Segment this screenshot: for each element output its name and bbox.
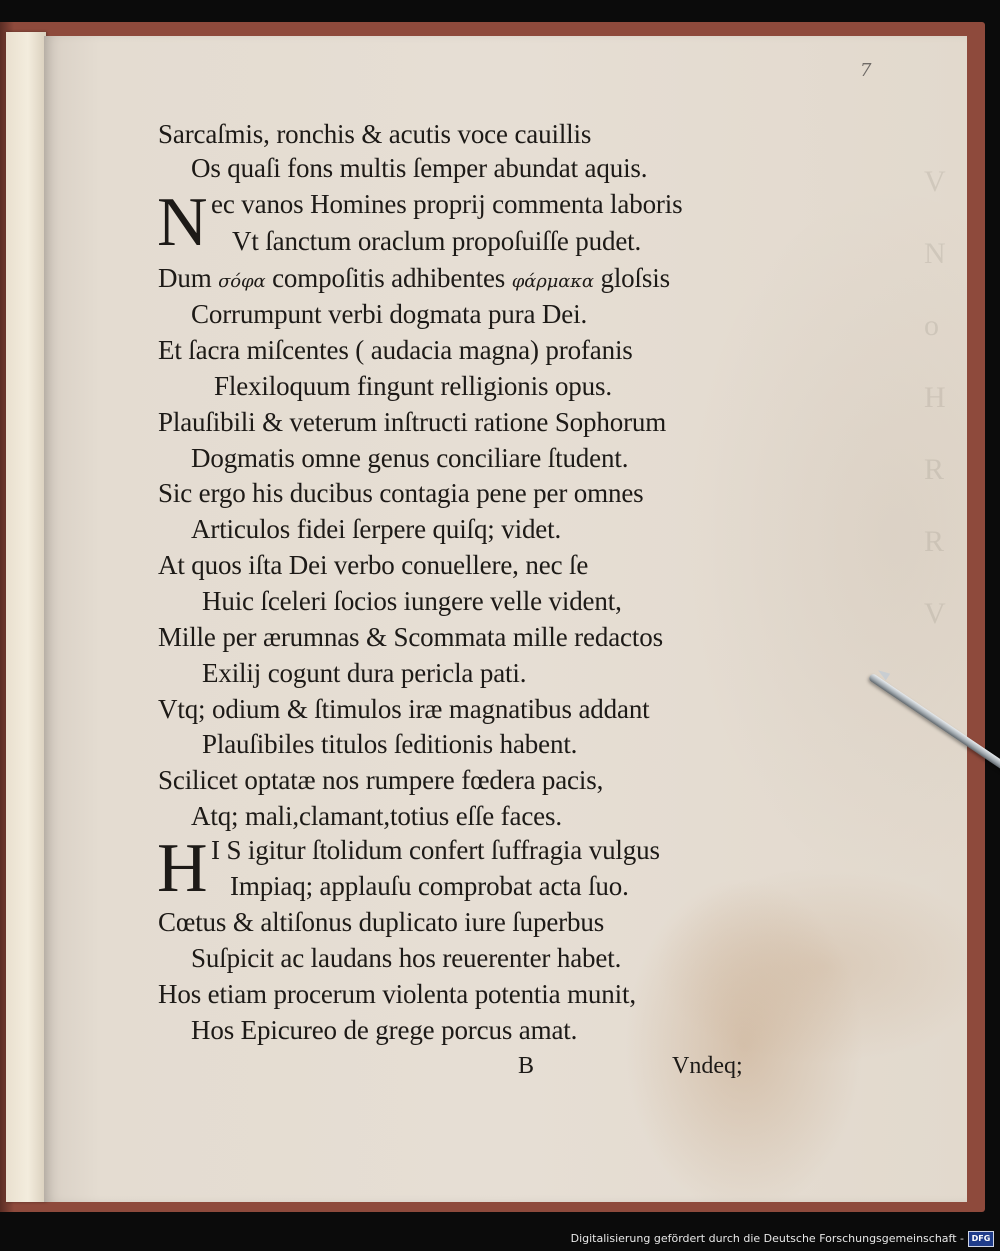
verse-line-23: Cœtus & altiſonus duplicato iure ſuperbus — [158, 907, 605, 937]
verse-line-14: Huic ſceleri ſocios iungere velle vident, — [202, 586, 622, 616]
verse-line-26: Hos Epicureo de grege porcus amat. — [191, 1015, 578, 1045]
initial-h: H — [157, 830, 208, 907]
verse-line-8: Flexiloquum fingunt relligionis opus. — [214, 371, 612, 401]
verse-line-24: Suſpicit ac laudans hos reuerenter habet. — [191, 943, 622, 973]
verse-line-25: Hos etiam procerum violenta potentia munit, — [158, 979, 636, 1009]
signature-mark: B — [518, 1053, 535, 1079]
greek-word-pharmaka: φάρμακα — [511, 271, 594, 292]
verse-line-5 — [158, 261, 670, 299]
verse-line-18: Plauſibiles titulos ſeditionis habent. — [202, 729, 578, 759]
verse-line-13: At quos iſta Dei verbo conuellere, nec ſe — [158, 550, 589, 580]
verse-line-5-end: gloſsis — [600, 263, 670, 293]
verse-line-5-words: compoſitis adhibentes — [272, 263, 506, 293]
verse-line-22: Impiaq; applauſu comprobat acta ſuo. — [230, 871, 629, 901]
verse-line-19: Scilicet optatæ nos rumpere fœdera pacis, — [158, 765, 604, 795]
verse-line-6: Corrumpunt verbi dogmata pura Dei. — [191, 299, 588, 329]
verse-line-3: ec vanos Homines proprij commenta laboris — [211, 189, 683, 219]
poem-text — [44, 36, 967, 1202]
verse-line-2: Os quaſi fons multis ſemper abundat aquis. — [191, 153, 648, 183]
show-through-text: V N o H R R V — [924, 165, 946, 630]
digitization-footer — [0, 1226, 1000, 1251]
verse-line-20: Atq; mali,clamant,totius eſſe faces. — [191, 801, 562, 831]
verse-line-11: Sic ergo his ducibus contagia pene per omnes — [158, 478, 644, 508]
book-page — [44, 36, 967, 1202]
verse-line-16: Exilij cogunt dura pericla pati. — [202, 658, 527, 688]
verse-line-15: Mille per ærumnas & Scommata mille redactos — [158, 622, 663, 652]
verse-line-21: I S igitur ſtolidum confert ſuffragia vulgus — [211, 835, 660, 865]
flyleaf-page — [6, 32, 46, 1202]
verse-line-4: Vt ſanctum oraclum propoſuiſſe pudet. — [232, 226, 642, 256]
funding-credit: Digitalisierung gefördert durch die Deutsche Forschungsgemeinschaft - — [570, 1232, 964, 1245]
verse-line-10: Dogmatis omne genus conciliare ſtudent. — [191, 443, 629, 473]
verse-line-9: Plauſibili & veterum inſtructi ratione Sophorum — [158, 407, 667, 437]
dfg-logo-icon: DFG — [968, 1231, 994, 1247]
verse-line-7: Et ſacra miſcentes ( audacia magna) profanis — [158, 335, 633, 365]
folio-number: 7 — [860, 60, 872, 81]
verse-line-1: Sarcaſmis, ronchis & acutis voce cauillis — [158, 119, 592, 149]
catchword: Vndeq; — [672, 1053, 743, 1079]
verse-line-5-word-1: Dum — [158, 263, 212, 293]
verse-line-12: Articulos fidei ſerpere quiſq; videt. — [191, 514, 562, 544]
greek-word-sofa: σόφα — [218, 271, 266, 292]
initial-n: N — [157, 184, 208, 261]
verse-line-17: Vtq; odium & ſtimulos iræ magnatibus addant — [158, 694, 650, 724]
